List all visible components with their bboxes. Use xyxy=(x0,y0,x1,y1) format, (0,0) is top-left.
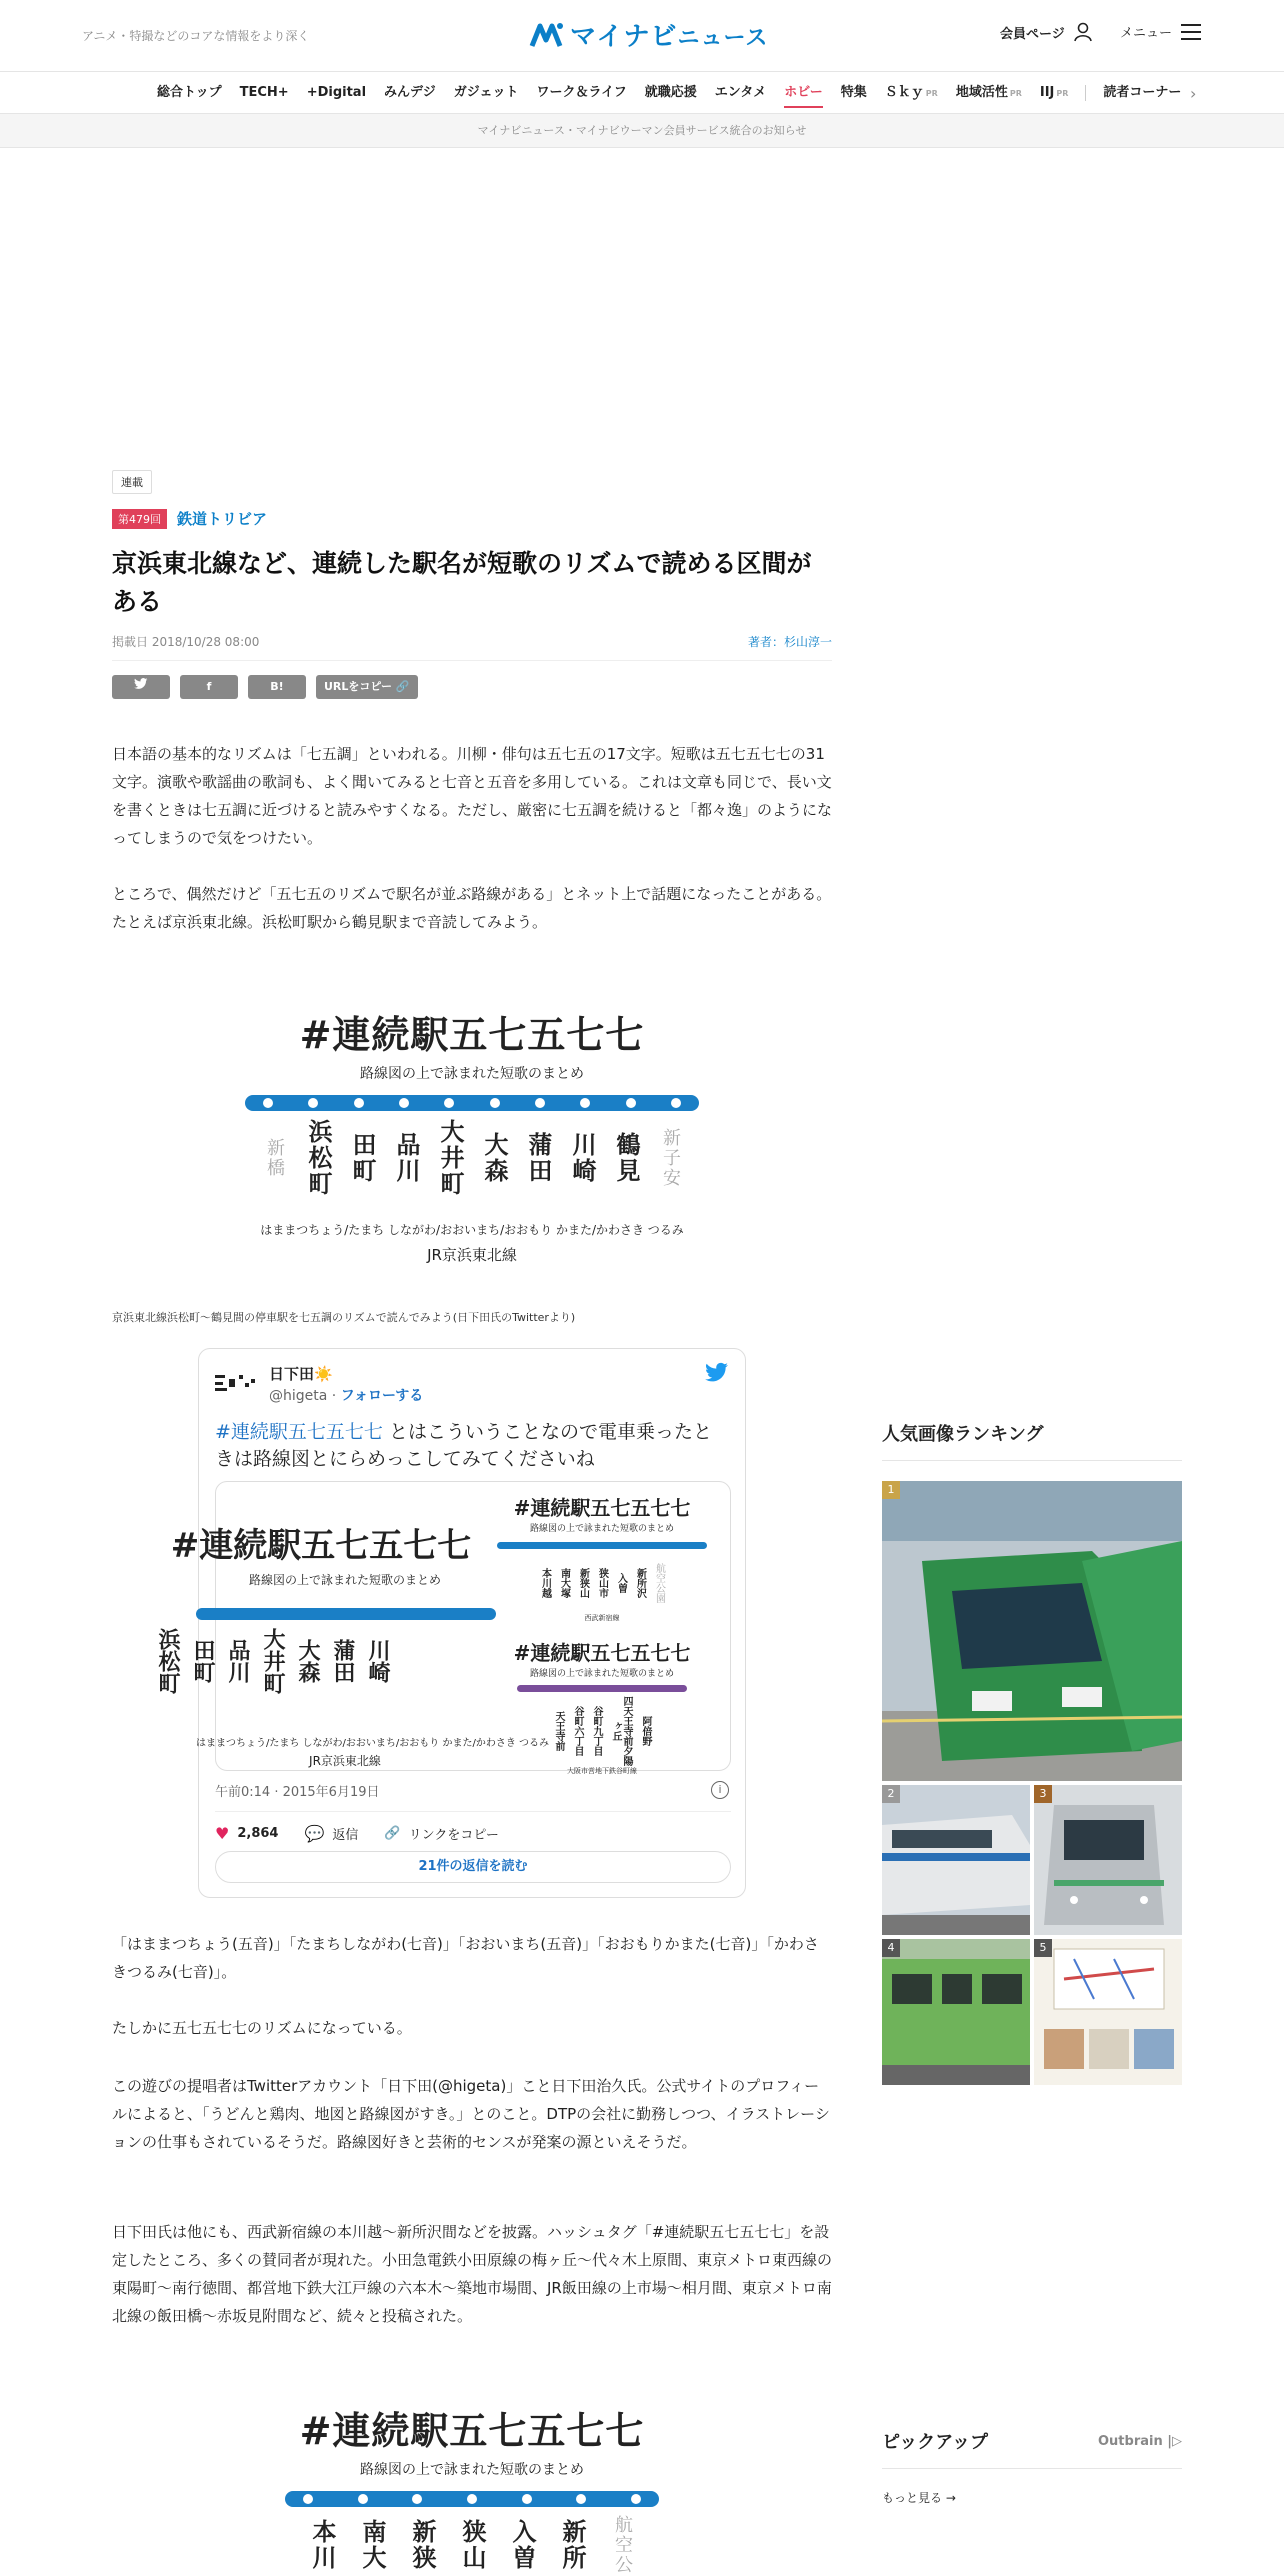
station-dot xyxy=(467,2494,477,2504)
station-name: 本川越 xyxy=(539,1568,551,1598)
twitter-bird-icon[interactable] xyxy=(705,1363,729,1383)
pickup-title: ピックアップ xyxy=(882,2432,989,2453)
station-name: 航空公 xyxy=(612,2515,633,2575)
station-name: 新狭 xyxy=(408,2519,436,2571)
station-name: 新狭山 xyxy=(577,1568,589,1598)
rank-number: 5 xyxy=(1034,1939,1052,1957)
figure-subtitle: 路線図の上で詠まれた短歌のまとめ xyxy=(360,1066,584,1082)
station-name: 入曽 xyxy=(508,2519,536,2571)
station-name: 新所 xyxy=(558,2519,586,2571)
nav-sub-mark: PR xyxy=(1056,89,1069,98)
ranking-grid xyxy=(882,1481,1182,2085)
nav-item-4[interactable]: ガジェット xyxy=(453,85,519,100)
rank-number: 2 xyxy=(882,1785,900,1803)
menu-button[interactable] xyxy=(1120,22,1202,41)
station-name: 大井町 xyxy=(260,1628,285,1694)
media-right-stations-1 xyxy=(474,1553,730,1613)
tweet-handle: @higeta · フォローする xyxy=(269,1388,424,1404)
heart-icon: ♥ xyxy=(215,1824,230,1843)
nav-item-6[interactable]: 就職応援 xyxy=(644,85,697,100)
nav-item-12[interactable]: IIJ PR xyxy=(1039,85,1069,100)
station-dot xyxy=(308,1098,318,1108)
link-icon: 🔗 xyxy=(395,680,410,693)
station-name: 新所沢 xyxy=(634,1568,646,1598)
paragraph-4: たしかに五七五七七のリズムになっている。 xyxy=(112,2019,412,2037)
hatena-share-button[interactable]: B! xyxy=(248,675,306,699)
nav-item-10[interactable]: Ｓｋｙ PR xyxy=(884,85,938,100)
nav-separator xyxy=(1085,85,1086,101)
paragraph-2: ところで、偶然だけど「五七五のリズムで駅名が並ぶ路線がある」とネット上で話題になったことがある。たとえば京浜東北線。浜松町駅から鶴見駅まで音読してみよう。 xyxy=(112,885,832,931)
station-name: 大森 xyxy=(480,1132,508,1184)
train-collage-image xyxy=(1034,1939,1182,2085)
global-nav xyxy=(0,72,1284,114)
like-button[interactable] xyxy=(215,1824,278,1843)
station-name: 本川 xyxy=(308,2519,336,2571)
media-right-line-name-1: 西武新宿線 xyxy=(584,1614,620,1622)
media-right-title-1: #連続駅五七五七七 xyxy=(513,1496,691,1520)
mynavi-logo-icon xyxy=(530,20,564,50)
tweet-media[interactable] xyxy=(155,1481,731,1775)
reply-button[interactable] xyxy=(304,1824,358,1843)
site-tagline: アニメ・特撮などのコアな情報をより深く xyxy=(82,29,310,43)
tweet-author-name[interactable]: 日下田☀️ xyxy=(269,1365,333,1383)
station-name: 蒲田 xyxy=(524,1132,552,1184)
figure-keihin-tohoku xyxy=(112,1004,832,1325)
media-right-subtitle-1: 路線図の上で詠まれた短歌のまとめ xyxy=(529,1524,674,1534)
station-list xyxy=(112,1119,832,1197)
station-dot xyxy=(358,2494,368,2504)
pickup-section xyxy=(882,2428,1182,2506)
nav-item-9[interactable]: 特集 xyxy=(840,85,867,100)
station-name: 南大塚 xyxy=(558,1568,570,1598)
rank-number: 4 xyxy=(882,1939,900,1957)
article xyxy=(112,470,832,699)
paragraph-5: この遊びの提唱者はTwitterアカウント「日下田(@higeta)」こと日下田治久氏。公式サイトのプロフィールによると、「うどんと鶏肉、地図と路線図がすき。」とのこと。DTPの会社に勤務しつつ、イラストレーションの仕事もされているそうだ。路線図好きと芸術的センスが発案の源といえそうだ。 xyxy=(112,2077,830,2151)
copy-link-button[interactable] xyxy=(384,1824,498,1843)
figure-seibu-shinjuku xyxy=(112,2400,832,2575)
station-dot xyxy=(580,1098,590,1108)
outbrain-logo[interactable]: Outbrain |▷ xyxy=(1098,2433,1182,2449)
station-name: 田町 xyxy=(190,1639,215,1683)
route-line-2 xyxy=(285,2491,659,2507)
nav-item-1[interactable]: TECH+ xyxy=(239,85,289,100)
media-right-subtitle-2: 路線図の上で詠まれた短歌のまとめ xyxy=(529,1669,674,1679)
member-page-link[interactable] xyxy=(1000,22,1093,42)
episode-badge: 第479回 xyxy=(112,509,167,529)
tweet-actions xyxy=(215,1811,731,1843)
media-left-title: #連続駅五七五七七 xyxy=(170,1526,472,1566)
green-commuter-train-image xyxy=(882,1939,1030,2085)
station-name: 天王寺前 xyxy=(553,1711,564,1751)
publish-date: 掲載日 2018/10/28 08:00 xyxy=(112,635,260,649)
subway-train-image xyxy=(1034,1785,1182,1935)
station-name: 浜松町 xyxy=(155,1628,180,1694)
rank-number: 3 xyxy=(1034,1785,1052,1803)
station-reading: はままつちょう/たまち しながわ/おおいまち/おおもり かまた/かわさき つるみ xyxy=(260,1223,684,1237)
media-right-stations-2 xyxy=(474,1696,730,1766)
station-name: 川崎 xyxy=(365,1639,390,1683)
station-list-2 xyxy=(112,2515,832,2575)
station-name: 新子安 xyxy=(660,1128,681,1188)
nav-item-5[interactable]: ワーク＆ライフ xyxy=(536,85,627,100)
nav-item-11[interactable]: 地域活性 PR xyxy=(955,85,1022,100)
rank-number: 1 xyxy=(882,1481,900,1499)
read-replies-button[interactable]: 21件の返信を読む xyxy=(215,1851,731,1883)
station-name: 南大 xyxy=(358,2519,386,2571)
logo-text: マイナビニュース xyxy=(570,22,769,52)
station-dot xyxy=(354,1098,364,1108)
station-name: 鶴見 xyxy=(612,1132,640,1184)
tweet-timestamp[interactable]: 午前0:14 · 2015年6月19日 xyxy=(215,1785,380,1800)
media-left-stations xyxy=(156,1628,474,1694)
nav-item-7[interactable]: エンタメ xyxy=(714,85,767,100)
media-right-line-2 xyxy=(517,1685,687,1692)
copy-link-label: リンクをコピー xyxy=(408,1828,499,1843)
nav-item-3[interactable]: みんデジ xyxy=(384,85,436,100)
station-name: 谷町六丁目 xyxy=(572,1706,583,1756)
media-left-subtitle: 路線図の上で詠まれた短歌のまとめ xyxy=(248,1573,441,1587)
menu-label: メニュー xyxy=(1120,26,1173,41)
station-dot xyxy=(263,1098,273,1108)
info-icon[interactable]: i xyxy=(711,1781,729,1799)
like-count: 2,864 xyxy=(237,1826,279,1841)
station-name: 新橋 xyxy=(264,1138,285,1178)
share-buttons xyxy=(112,675,832,699)
route-line xyxy=(245,1095,699,1111)
sidebar-ranking xyxy=(882,1420,1182,2085)
site-logo[interactable] xyxy=(530,16,768,53)
reply-label: 返信 xyxy=(332,1828,359,1843)
station-dot xyxy=(399,1098,409,1108)
rank-item-3[interactable] xyxy=(1034,1785,1182,1935)
media-left-line-name: JR京浜東北線 xyxy=(309,1754,381,1768)
figure-title: #連続駅五七五七七 xyxy=(299,1013,645,1057)
station-dot xyxy=(576,2494,586,2504)
copy-url-button[interactable] xyxy=(316,675,418,699)
station-dot xyxy=(522,2494,532,2504)
rank-item-2[interactable] xyxy=(882,1785,1030,1935)
media-image-right xyxy=(474,1482,730,1775)
site-header xyxy=(0,0,1284,72)
green-train-image xyxy=(882,1481,1182,1781)
twitter-icon xyxy=(134,678,148,690)
nav-item-2[interactable]: +Digital xyxy=(306,85,367,100)
station-name: 入曽 xyxy=(615,1573,627,1593)
line-name: JR京浜東北線 xyxy=(427,1246,517,1264)
rank-item-5[interactable] xyxy=(1034,1939,1182,2085)
more-link[interactable]: もっと見る → xyxy=(882,2491,956,2505)
follow-link[interactable]: フォローする xyxy=(340,1388,424,1404)
handle-text[interactable]: @higeta xyxy=(269,1388,328,1404)
category-link[interactable]: 鉄道トリビア xyxy=(177,510,268,528)
station-name: 浜松町 xyxy=(304,1119,332,1197)
twitter-share-button[interactable] xyxy=(112,675,170,699)
station-name: 川崎 xyxy=(568,1132,596,1184)
user-icon xyxy=(1073,22,1093,42)
station-name: 品川 xyxy=(225,1639,250,1683)
paragraph-6: 日下田氏は他にも、西武新宿線の本川越～新所沢間などを披露。ハッシュタグ「#連続駅五七五七七」を設定したところ、多くの賛同者が現れた。小田急電鉄小田原線の梅ヶ丘～代々木上原間、東京メトロ東西線の東陽町～南行徳間、都営地下鉄大江戸線の六本木～築地市場間、JR飯田線の上市場～相月間、東京メトロ南北線の飯田橋～赤坂見附間など、続々と投稿された。 xyxy=(112,2223,833,2325)
station-dot xyxy=(490,1098,500,1108)
figure-caption: 京浜東北線浜松町～鶴見間の停車駅を七五調のリズムで読んでみよう(日下田氏のTwitterより) xyxy=(112,1311,576,1324)
hamburger-icon xyxy=(1180,23,1202,41)
nav-item-13[interactable]: 読者コーナー xyxy=(1103,85,1182,100)
nav-sub-mark: PR xyxy=(1009,89,1022,98)
station-dot xyxy=(535,1098,545,1108)
rank-item-4[interactable] xyxy=(882,1939,1030,2085)
article-title: 京浜東北線など、連続した駅名が短歌のリズムで読める区間がある xyxy=(112,549,812,616)
member-label: 会員ページ xyxy=(1000,26,1065,42)
media-left-reading: はままつちょう/たまち しながわ/おおいまち/おおもり かまた/かわさき つるみ xyxy=(196,1738,550,1749)
station-name: 大森 xyxy=(295,1639,320,1683)
station-name: 田町 xyxy=(348,1132,376,1184)
station-name: 蒲田 xyxy=(330,1639,355,1683)
media-right-title-2: #連続駅五七五七七 xyxy=(513,1641,691,1665)
figure-2-subtitle: 路線図の上で詠まれた短歌のまとめ xyxy=(360,2462,584,2478)
station-name: 四天王寺前夕陽ヶ丘 xyxy=(610,1696,632,1766)
tweet-body: とはこういうことなので電車乗ったときは路線図とにらめっこしてみてくださいね xyxy=(215,1421,712,1470)
station-dot xyxy=(631,2494,641,2504)
media-right-line-name-2: 大阪市営地下鉄谷町線 xyxy=(567,1767,637,1775)
notice-bar[interactable]: マイナビニュース・マイナビウーマン会員サービス統合のお知らせ xyxy=(0,114,1284,148)
station-name: 品川 xyxy=(392,1132,420,1184)
embedded-tweet xyxy=(155,1348,746,1898)
nav-item-0[interactable]: 総合トップ xyxy=(157,85,222,100)
avatar[interactable] xyxy=(215,1373,257,1393)
station-name: 狭山 xyxy=(458,2519,486,2571)
speech-bubble-icon: 💬 xyxy=(304,1824,325,1843)
author-link[interactable]: 著者：杉山淳一 xyxy=(747,635,832,649)
station-dot xyxy=(671,1098,681,1108)
nav-item-8[interactable]: ホビー xyxy=(775,72,831,114)
nav-items xyxy=(148,72,1190,114)
station-name: 航空公園 xyxy=(653,1563,665,1603)
figure-2-title: #連続駅五七五七七 xyxy=(299,2409,645,2453)
series-tag[interactable]: 連載 xyxy=(112,470,152,494)
station-dot xyxy=(626,1098,636,1108)
station-dot xyxy=(412,2494,422,2504)
paragraph-1: 日本語の基本的なリズムは「七五調」といわれる。川柳・俳句は五七五の17文字。短歌は五七五七七の31文字。演歌や歌謡曲の歌詞も、よく聞いてみると七音と五音を多用している。これは文章も同じで、長い文を書くときは七五調に近づけると読みやすくなる。ただし、厳密に七五調を続けると「都々逸」のようになってしまうので気をつけたい。 xyxy=(112,745,833,847)
station-name: 谷町九丁目 xyxy=(591,1706,602,1756)
article-meta xyxy=(112,633,832,661)
station-name: 大井町 xyxy=(436,1119,464,1197)
link-icon: 🔗 xyxy=(384,1826,401,1841)
copy-url-label: URLをコピー xyxy=(324,680,392,693)
media-left-line xyxy=(196,1608,496,1620)
ranking-title: 人気画像ランキング xyxy=(882,1420,1182,1461)
nav-sub-mark: PR xyxy=(925,89,938,98)
hashtag-link[interactable]: #連続駅五七五七七 xyxy=(215,1421,383,1443)
facebook-share-button[interactable]: f xyxy=(180,675,238,699)
paragraph-3: 「はままつちょう(五音)」「たまちしながわ(七音)」「おおいまち(五音)」「おおもりかまた(七音)」「かわさきつるみ(七音)」。 xyxy=(112,1935,819,1981)
silver-train-image xyxy=(882,1785,1030,1935)
station-name: 阿倍野 xyxy=(640,1716,651,1746)
station-dot xyxy=(444,1098,454,1108)
station-dot xyxy=(303,2494,313,2504)
rank-item-1[interactable] xyxy=(882,1481,1182,1781)
station-name: 狭山市 xyxy=(596,1568,608,1598)
chevron-right-icon[interactable]: › xyxy=(1190,84,1197,103)
media-right-line-1 xyxy=(497,1542,707,1549)
tweet-text xyxy=(215,1419,725,1473)
